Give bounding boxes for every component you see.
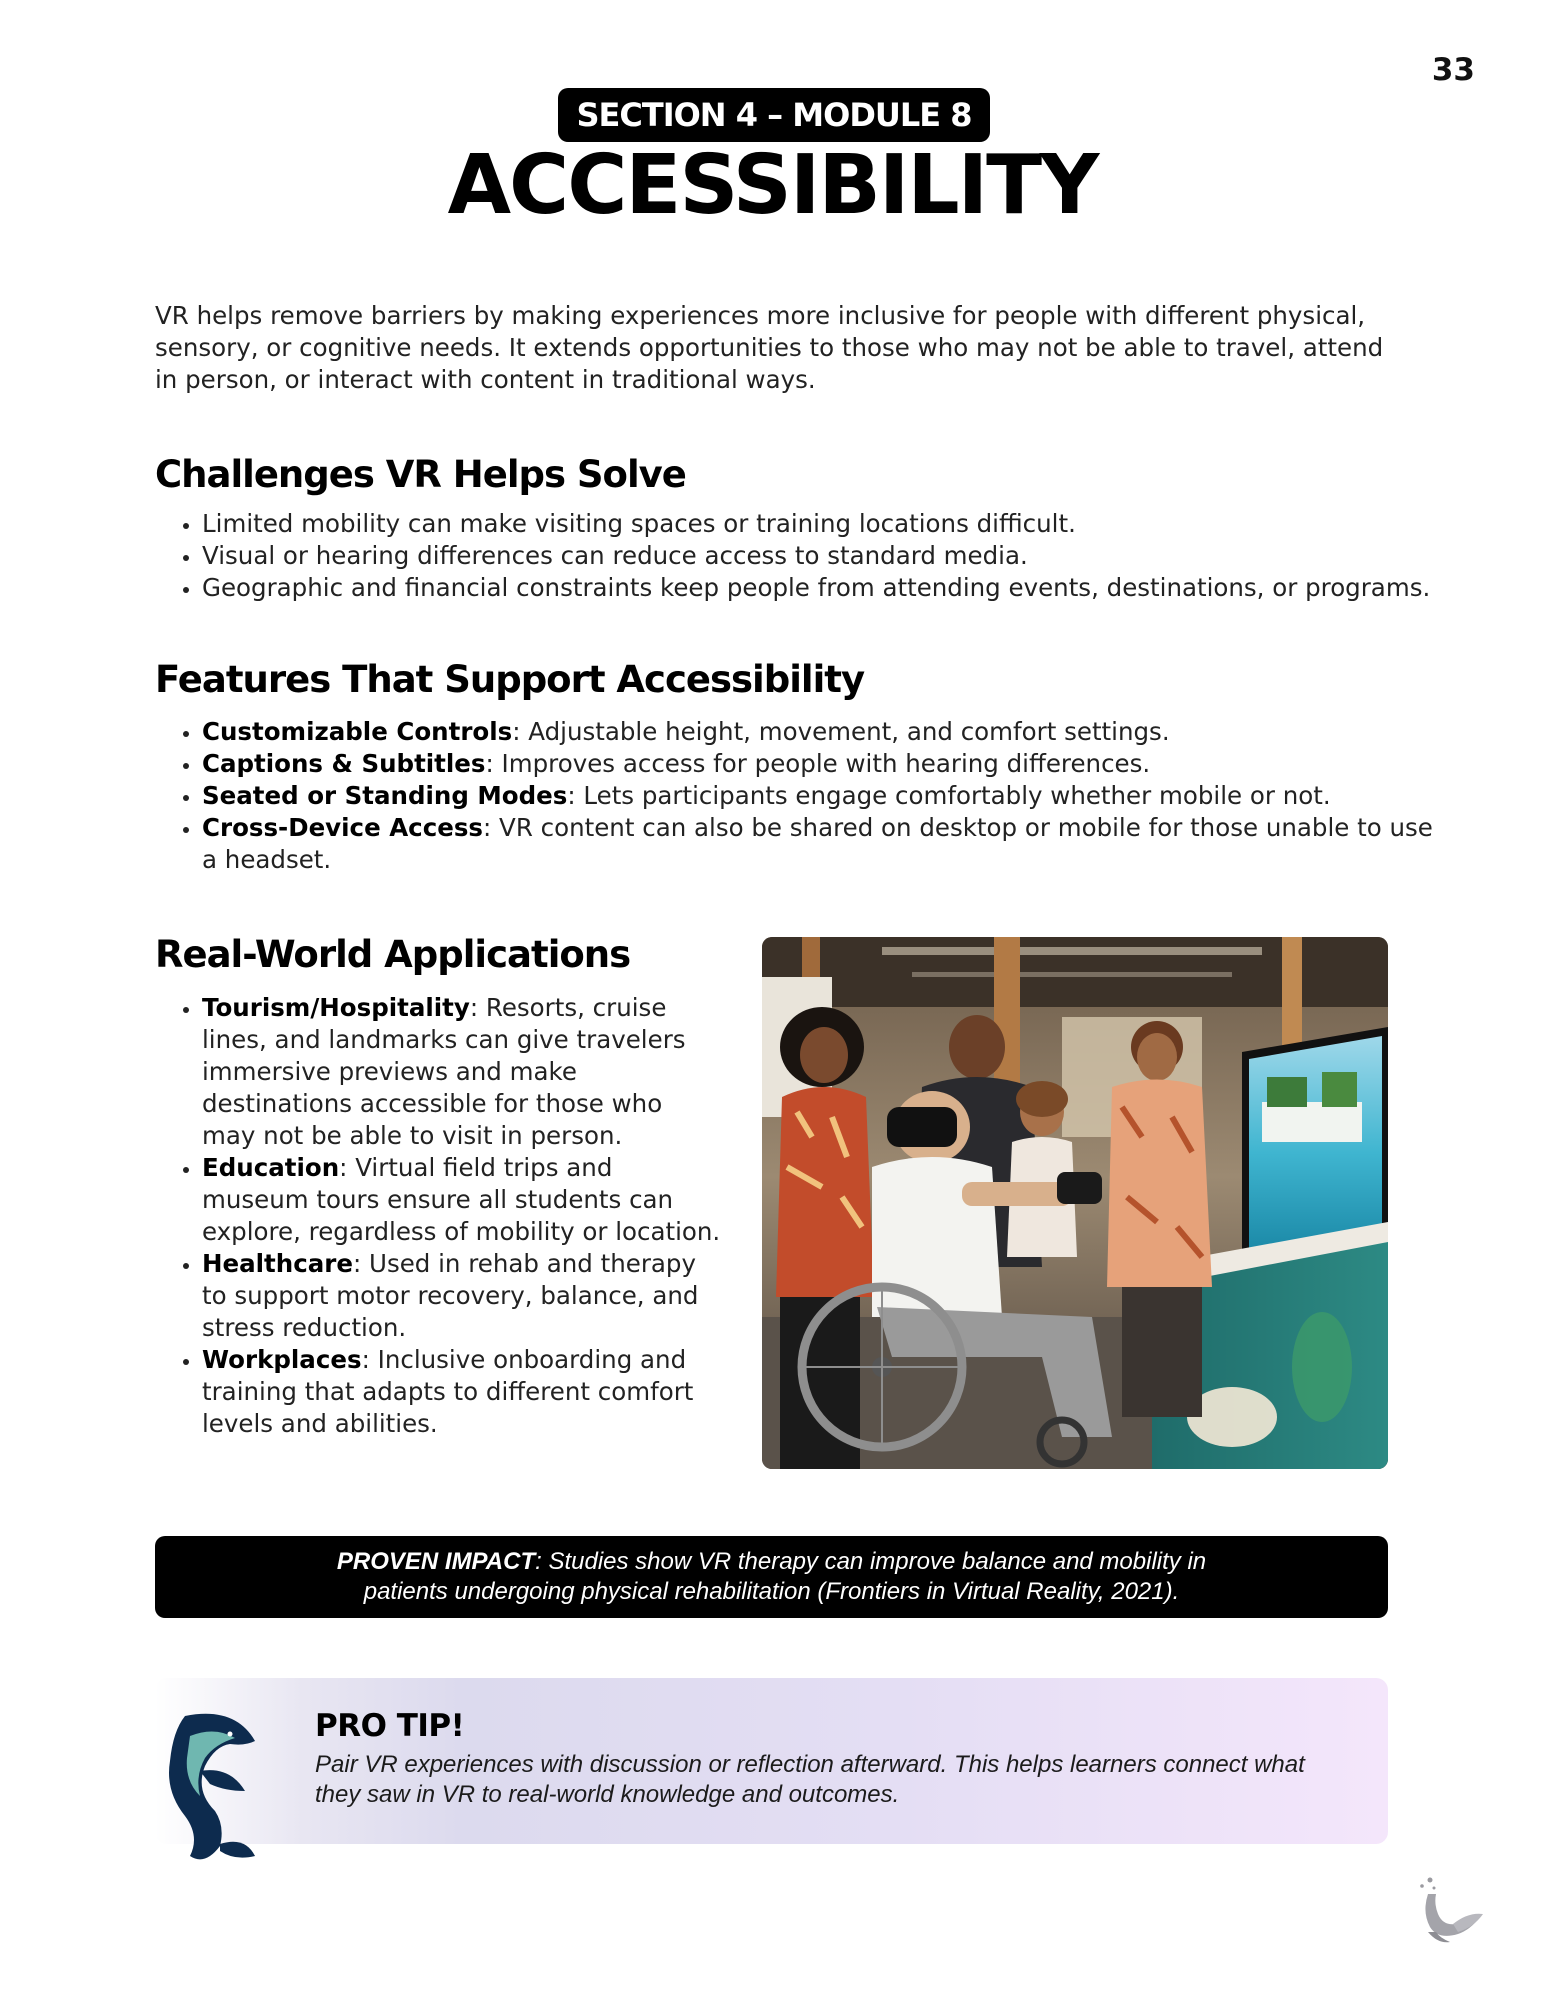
application-term: Workplaces (202, 1345, 362, 1374)
application-text: : Virtual field trips and museum tours ensure all students can explore, regardless of mobility or location. (202, 1153, 721, 1246)
application-text: : Inclusive onboarding and training that adapts to different comfort levels and abilities. (202, 1345, 694, 1438)
application-text: : Resorts, cruise lines, and landmarks can give travelers immersive previews and make destinations accessible for those who may not be able to visit in person. (202, 993, 686, 1150)
list-item: • Geographic and financial constraints keep people from attending events, destinations, or programs. (202, 572, 1442, 604)
impact-text: : Studies show VR therapy can improve balance and mobility in patients undergoing physical rehabilitation (Frontiers in Virtual Reality, 2021). (363, 1548, 1207, 1605)
list-item: • Limited mobility can make visiting spaces or training locations difficult. (202, 508, 1442, 540)
feature-term: Captions & Subtitles (202, 749, 486, 778)
list-item (202, 1344, 722, 1440)
vr-accessibility-photo (762, 937, 1388, 1469)
section-label: SECTION 4 – MODULE 8 (558, 88, 990, 142)
pro-tip-title: PRO TIP! (315, 1708, 465, 1744)
page-number: 33 (1431, 52, 1475, 88)
application-term: Education (202, 1153, 340, 1182)
application-text: : Used in rehab and therapy to support motor recovery, balance, and stress reduction. (202, 1249, 699, 1342)
feature-term: Cross-Device Access (202, 813, 484, 842)
list-item (202, 1248, 722, 1344)
features-heading: Features That Support Accessibility (155, 658, 865, 701)
feature-term: Customizable Controls (202, 717, 513, 746)
list-item (202, 1152, 722, 1248)
feature-text: : Improves access for people with hearing differences. (485, 749, 1151, 778)
feature-text: : VR content can also be shared on desktop or mobile for those unable to use a headset. (202, 813, 1433, 874)
challenges-heading: Challenges VR Helps Solve (155, 453, 686, 496)
whale-mascot-icon (145, 1696, 275, 1866)
intro-paragraph: VR helps remove barriers by making experiences more inclusive for people with different physical, sensory, or cognitive needs. It extends opportunities to those who may not be able to travel, attend in person, or interact with content in traditional ways. (155, 301, 1384, 394)
pro-tip-text: Pair VR experiences with discussion or reflection afterward. This helps learners connect what they saw in VR to real-world knowledge and outcomes. (315, 1751, 1305, 1808)
feature-text: : Adjustable height, movement, and comfort settings. (512, 717, 1170, 746)
feature-term: Seated or Standing Modes (202, 781, 568, 810)
impact-label: PROVEN IMPACT (336, 1548, 536, 1575)
page-title: ACCESSIBILITY (447, 138, 1098, 233)
challenges-list (155, 508, 1442, 604)
list-item (202, 780, 1442, 812)
pro-tip-box (155, 1678, 1388, 1844)
proven-impact-banner (155, 1536, 1388, 1618)
list-item: • Visual or hearing differences can reduce access to standard media. (202, 540, 1442, 572)
application-term: Tourism/Hospitality (202, 993, 470, 1022)
list-item (202, 812, 1442, 876)
applications-list (155, 992, 722, 1440)
applications-heading: Real-World Applications (155, 933, 631, 976)
application-term: Healthcare (202, 1249, 353, 1278)
features-list (155, 716, 1442, 876)
feature-text: : Lets participants engage comfortably whether mobile or not. (567, 781, 1331, 810)
list-item (202, 992, 722, 1152)
list-item (202, 716, 1442, 748)
list-item (202, 748, 1442, 780)
mermaid-logo-icon (1408, 1872, 1488, 1952)
